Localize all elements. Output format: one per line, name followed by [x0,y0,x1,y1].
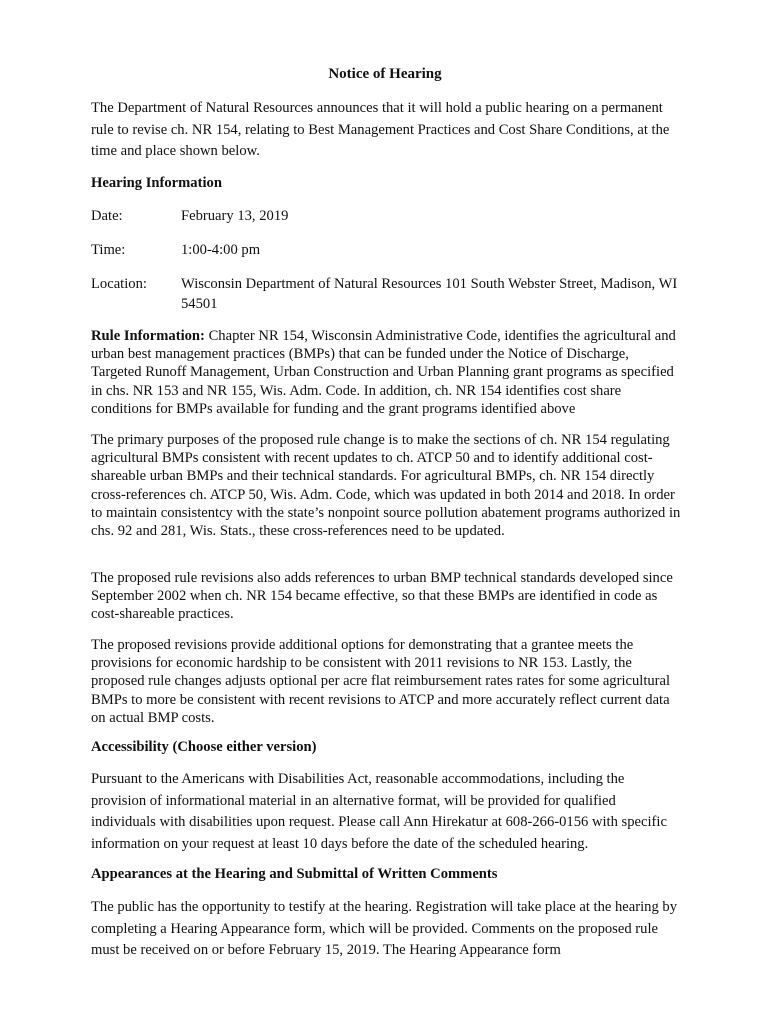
location-value: Wisconsin Department of Natural Resources 101 South Webster Street, Madison, WI 54501 [181,276,678,312]
accessibility-paragraph: Pursuant to the Americans with Disabilities Act, reasonable accommodations, including the provision of informational material in an alternative format, will be provided for qualified individuals with disabilities upon request. Please call Ann Hirekatur at 608-266-0156 with specific information on your request at least 10 days before the date of the scheduled hearing. [91,771,667,852]
location-label: Location: [91,276,147,292]
page-title: Notice of Hearing [328,66,442,82]
time-value: 1:00-4:00 pm [181,242,261,258]
rule-info-paragraph [91,327,681,418]
hearing-info-heading: Hearing Information [91,175,222,191]
accessibility-heading: Accessibility (Choose either version) [91,739,317,755]
purposes-paragraph: The primary purposes of the proposed rule change is to make the sections of ch. NR 154 regulating agricultural BMPs consistent with recent updates to ch. ATCP 50 and to identify additional cost-shareable urban BMPs and their technical standards. For agricultural BMPs, ch. NR 154 directly cross-references ch. ATCP 50, Wis. Adm. Code, which was updated in both 2014 and 2018. In order to maintain consistentcy with the state’s nonpoint source pollution abatement programs authorized in chs. 92 and 281, Wis. Stats., these cross-references need to be updated. [91,432,681,540]
urban-revisions-paragraph: The proposed rule revisions also adds references to urban BMP technical standards developed since September 2002 when ch. NR 154 became effective, so that these BMPs are identified in code as cost-shareable practices. [91,570,673,623]
appearances-paragraph: The public has the opportunity to testify at the hearing. Registration will take place at the hearing by completing a Hearing Appearance form, which will be provided. Comments on the proposed rule must be received on or before February 15, 2019. The Hearing Appearance form [91,899,678,958]
date-label: Date: [91,208,123,224]
time-label: Time: [91,242,126,258]
date-value: February 13, 2019 [181,208,289,224]
rule-info-label: Rule Information: [91,328,205,344]
intro-paragraph: The Department of Natural Resources announces that it will hold a public hearing on a permanent rule to revise ch. NR 154, relating to Best Management Practices and Cost Share Conditions, at the time and place shown below. [91,100,670,159]
options-revisions-paragraph: The proposed revisions provide additional options for demonstrating that a grantee meets the provisions for economic hardship to be consistent with 2011 revisions to NR 153. Lastly, the proposed rule changes adjusts optional per acre flat reimbursement rates rates for some agricultural BMPs to more be consistent with recent revisions to ATCP and more accurately reflect current data on actual BMP costs. [91,637,671,726]
rule-info-text: Chapter NR 154, Wisconsin Administrative Code, identifies the agricultural and urban best management practices (BMPs) that can be funded under the Notice of Discharge, Targeted Runoff Management, Urban Construction and Urban Planning grant programs as specified in chs. NR 153 and NR 155, Wis. Adm. Code. In addition, ch. NR 154 identifies cost share conditions for BMPs available for funding and the grant programs identified above [91,328,676,417]
appearances-heading: Appearances at the Hearing and Submittal of Written Comments [91,866,498,882]
